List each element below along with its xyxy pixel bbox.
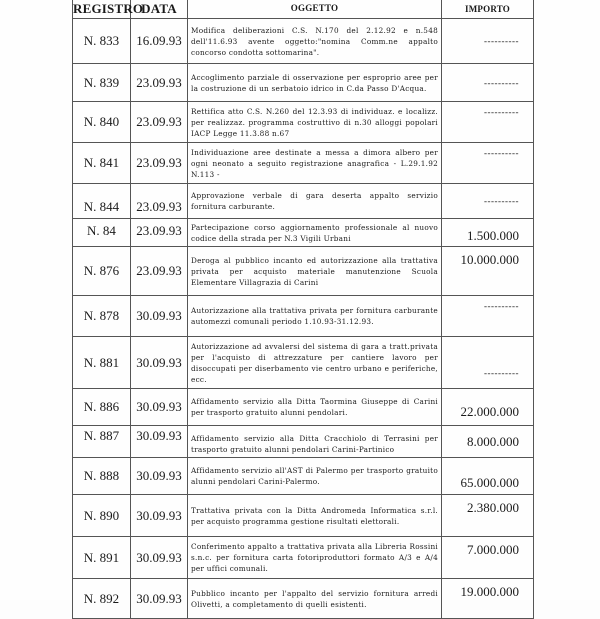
- table-row: [73, 219, 534, 247]
- table-row: [73, 426, 534, 458]
- cell-data: 23.09.93: [131, 64, 188, 102]
- cell-importo: 65.000.000: [442, 458, 534, 495]
- table-row: [73, 143, 534, 184]
- cell-registro: N. 887: [73, 426, 131, 458]
- cell-data: 30.09.93: [131, 579, 188, 619]
- cell-oggetto: Individuazione aree destinate a messa a dimora albero per ogni neonato a seguito registrazione anagrafica - L.29.1.92 N.113 -: [188, 143, 442, 184]
- cell-importo: ----------: [442, 296, 534, 337]
- cell-data: 30.09.93: [131, 389, 188, 426]
- cell-registro: N. 840: [73, 102, 131, 143]
- table-row: [73, 64, 534, 102]
- cell-data: 30.09.93: [131, 296, 188, 337]
- cell-data: 23.09.93: [131, 184, 188, 219]
- table-header-row: [73, 0, 534, 19]
- cell-data: 30.09.93: [131, 495, 188, 537]
- cell-data: 23.09.93: [131, 247, 188, 296]
- cell-oggetto: Rettifica atto C.S. N.260 del 12.3.93 di individuaz. e localizz. per realizzaz. programma costruttivo di n.30 alloggi popolari IACP Legge 11.3.88 n.67: [188, 102, 442, 143]
- cell-importo: ----------: [442, 19, 534, 64]
- cell-data: 23.09.93: [131, 219, 188, 247]
- cell-oggetto: Autorizzazione alla trattativa privata per fornitura carburante automezzi comunali periodo 1.10.93-31.12.93.: [188, 296, 442, 337]
- cell-oggetto: Conferimento appalto a trattativa privata alla Libreria Rossini s.n.c. per fornitura carta fotoriproduttori formato A/3 e A/4 per uffici comunali.: [188, 537, 442, 579]
- cell-oggetto: Accoglimento parziale di osservazione per esproprio aree per la costruzione di un serbatoio idrico in C.da Passo D'Acqua.: [188, 64, 442, 102]
- cell-registro: N. 881: [73, 337, 131, 389]
- cell-registro: N. 886: [73, 389, 131, 426]
- cell-importo: 8.000.000: [442, 426, 534, 458]
- cell-registro: N. 888: [73, 458, 131, 495]
- cell-data: 23.09.93: [131, 102, 188, 143]
- cell-importo: ----------: [442, 337, 534, 389]
- cell-registro: N. 839: [73, 64, 131, 102]
- cell-oggetto: Modifica deliberazioni C.S. N.170 del 2.12.92 e n.548 dell'11.6.93 avente oggetto:"nomina Comm.ne appalto concorso condotta sottomarina".: [188, 19, 442, 64]
- header-data: DATA: [131, 0, 188, 19]
- cell-data: 30.09.93: [131, 537, 188, 579]
- header-oggetto: OGGETTO: [188, 0, 442, 19]
- cell-data: 16.09.93: [131, 19, 188, 64]
- header-registro: REGISTRO: [73, 0, 131, 19]
- table-row: [73, 102, 534, 143]
- cell-registro: N. 841: [73, 143, 131, 184]
- cell-importo: 7.000.000: [442, 537, 534, 579]
- cell-data: 23.09.93: [131, 143, 188, 184]
- cell-oggetto: Deroga al pubblico incanto ed autorizzazione alla trattativa privata per acquisto materiale manutenzione Scuola Elementare Villagrazia di Carini: [188, 247, 442, 296]
- cell-oggetto: Affidamento servizio alla Ditta Taormina Giuseppe di Carini per trasporto gratuito alunni pendolari.: [188, 389, 442, 426]
- cell-importo: 22.000.000: [442, 389, 534, 426]
- table-row: [73, 184, 534, 219]
- cell-registro: N. 876: [73, 247, 131, 296]
- cell-importo: 10.000.000: [442, 247, 534, 296]
- table-row: [73, 247, 534, 296]
- cell-oggetto: Partecipazione corso aggiornamento professionale al nuovo codice della strada per N.3 Vigili Urbani: [188, 219, 442, 247]
- cell-registro: N. 892: [73, 579, 131, 619]
- cell-registro: N. 891: [73, 537, 131, 579]
- cell-importo: ----------: [442, 102, 534, 143]
- cell-data: 30.09.93: [131, 458, 188, 495]
- table-row: [73, 537, 534, 579]
- cell-registro: N. 878: [73, 296, 131, 337]
- cell-registro: N. 844: [73, 184, 131, 219]
- deliberations-table: [72, 0, 534, 619]
- table-row: [73, 296, 534, 337]
- cell-importo: ----------: [442, 184, 534, 219]
- cell-importo: 19.000.000: [442, 579, 534, 619]
- cell-oggetto: Pubblico incanto per l'appalto del servizio fornitura arredi Olivetti, a completamento di quelli esistenti.: [188, 579, 442, 619]
- table-row: [73, 389, 534, 426]
- cell-oggetto: Affidamento servizio all'AST di Palermo per trasporto gratuito alunni pendolari Carini-Palermo.: [188, 458, 442, 495]
- cell-importo: ----------: [442, 64, 534, 102]
- cell-importo: 2.380.000: [442, 495, 534, 537]
- cell-oggetto: Approvazione verbale di gara deserta appalto servizio fornitura carburante.: [188, 184, 442, 219]
- cell-oggetto: Autorizzazione ad avvalersi del sistema di gara a tratt.privata per l'acquisto di attrezzature per cantiere lavoro per disoccupati per diserbamento vie centro urbano e periferiche, ecc.: [188, 337, 442, 389]
- cell-registro: N. 890: [73, 495, 131, 537]
- table-row: [73, 579, 534, 619]
- cell-data: 30.09.93: [131, 426, 188, 458]
- cell-registro: N. 833: [73, 19, 131, 64]
- cell-importo: 1.500.000: [442, 219, 534, 247]
- table-row: [73, 495, 534, 537]
- cell-data: 30.09.93: [131, 337, 188, 389]
- cell-importo: ----------: [442, 143, 534, 184]
- table-row: [73, 19, 534, 64]
- header-importo: IMPORTO: [442, 0, 534, 19]
- cell-registro: N. 84: [73, 219, 131, 247]
- cell-oggetto: Affidamento servizio alla Ditta Cracchiolo di Terrasini per trasporto gratuito alunni pendolari Carini-Partinico: [188, 426, 442, 458]
- table-row: [73, 458, 534, 495]
- table-row: [73, 337, 534, 389]
- cell-oggetto: Trattativa privata con la Ditta Andromeda Informatica s.r.l. per acquisto programma gestione risultati elettorali.: [188, 495, 442, 537]
